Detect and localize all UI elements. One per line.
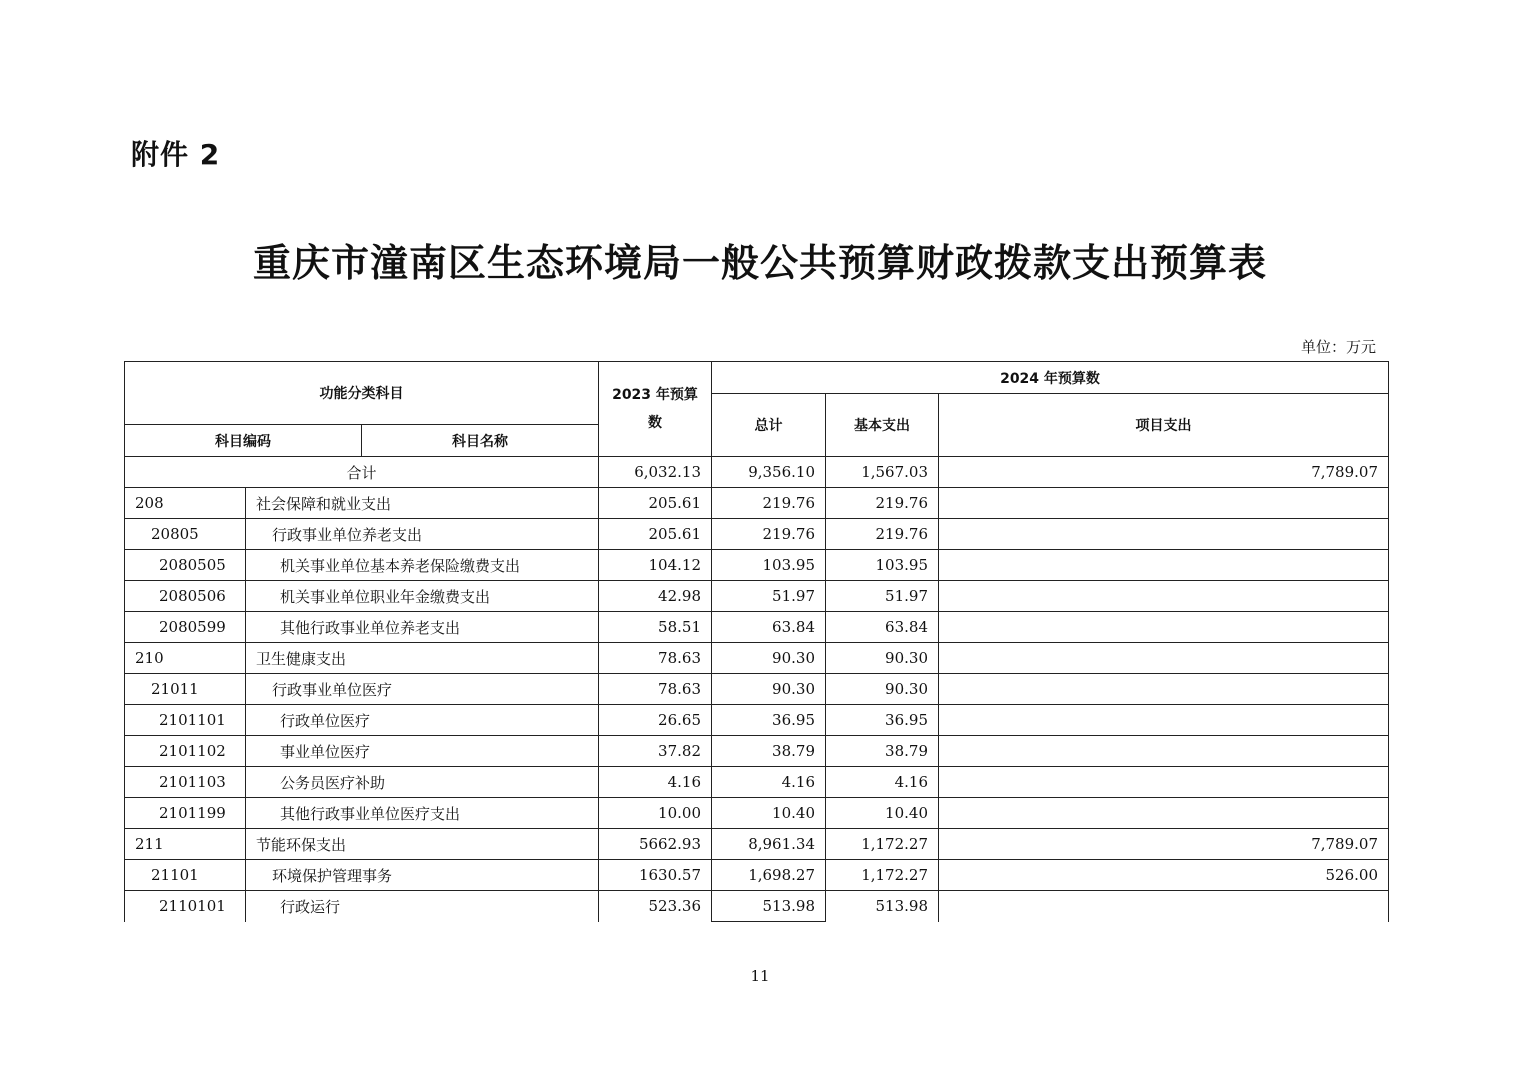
subject-code-cell: 208: [125, 488, 246, 519]
budget-2024-basic-cell: 51.97: [826, 581, 939, 612]
budget-2023-cell: 10.00: [599, 798, 712, 829]
budget-2024-project-cell: [939, 643, 1389, 674]
budget-2024-project-cell: [939, 705, 1389, 736]
budget-2024-project-cell: [939, 581, 1389, 612]
budget-2024-total-cell: 10.40: [712, 798, 826, 829]
budget-2024-total-cell: 8,961.34: [712, 829, 826, 860]
total-2024-basic: 1,567.03: [826, 457, 939, 488]
budget-2024-total-cell: 51.97: [712, 581, 826, 612]
budget-2024-total-cell: 4.16: [712, 767, 826, 798]
subject-name-cell: 行政事业单位医疗: [246, 674, 599, 705]
subject-name-cell: 机关事业单位职业年金缴费支出: [246, 581, 599, 612]
budget-2024-total-cell: 1,698.27: [712, 860, 826, 891]
subject-name-cell: 环境保护管理事务: [246, 860, 599, 891]
header-2024-budget: 2024 年预算数: [712, 362, 1389, 394]
budget-2023-cell: 205.61: [599, 519, 712, 550]
header-subject-name: 科目名称: [362, 425, 599, 457]
table-row: [125, 519, 1389, 550]
budget-2024-total-cell: 90.30: [712, 674, 826, 705]
budget-2024-project-cell: [939, 674, 1389, 705]
subject-code-cell: 21101: [125, 860, 246, 891]
total-2024-project: 7,789.07: [939, 457, 1389, 488]
table-row: [125, 674, 1389, 705]
budget-2024-basic-cell: 90.30: [826, 643, 939, 674]
table-row: [125, 581, 1389, 612]
budget-2024-total-cell: 63.84: [712, 612, 826, 643]
header-2023-budget: [599, 362, 712, 457]
page-title: 重庆市潼南区生态环境局一般公共预算财政拨款支出预算表: [252, 240, 1267, 285]
budget-2023-cell: 78.63: [599, 674, 712, 705]
budget-2024-basic-cell: 1,172.27: [826, 860, 939, 891]
budget-2023-cell: 5662.93: [599, 829, 712, 860]
budget-2024-basic-cell: 219.76: [826, 488, 939, 519]
table-row: [125, 643, 1389, 674]
budget-2024-total-cell: 513.98: [712, 891, 826, 922]
budget-2024-basic-cell: 36.95: [826, 705, 939, 736]
subject-code-cell: 2080505: [125, 550, 246, 581]
budget-2024-project-cell: [939, 519, 1389, 550]
subject-name-cell: 行政运行: [246, 891, 599, 922]
budget-2024-basic-cell: 10.40: [826, 798, 939, 829]
budget-2024-project-cell: [939, 891, 1389, 922]
table-row: [125, 736, 1389, 767]
budget-2024-total-cell: 36.95: [712, 705, 826, 736]
total-2024-total: 9,356.10: [712, 457, 826, 488]
header-basic: 基本支出: [826, 394, 939, 457]
table-row: [125, 612, 1389, 643]
page-number: 11: [750, 967, 770, 985]
budget-2023-cell: 104.12: [599, 550, 712, 581]
subject-code-cell: 2101103: [125, 767, 246, 798]
header-func-category: 功能分类科目: [125, 362, 599, 425]
subject-name-cell: 机关事业单位基本养老保险缴费支出: [246, 550, 599, 581]
budget-2024-project-cell: [939, 488, 1389, 519]
header-total: 总计: [712, 394, 826, 457]
table-row: [125, 488, 1389, 519]
subject-name-cell: 公务员医疗补助: [246, 767, 599, 798]
budget-2024-basic-cell: 4.16: [826, 767, 939, 798]
header-2023-budget-text: 2023 年预算数: [612, 387, 698, 431]
table-row: [125, 767, 1389, 798]
table-row: [125, 705, 1389, 736]
header-project: 项目支出: [939, 394, 1389, 457]
budget-2024-project-cell: [939, 736, 1389, 767]
unit-label: 单位：万元: [1300, 338, 1376, 356]
subject-code-cell: 2110101: [125, 891, 246, 922]
subject-name-cell: 卫生健康支出: [246, 643, 599, 674]
budget-2024-total-cell: 90.30: [712, 643, 826, 674]
budget-2024-basic-cell: 38.79: [826, 736, 939, 767]
subject-code-cell: 210: [125, 643, 246, 674]
budget-2024-project-cell: [939, 798, 1389, 829]
budget-2023-cell: 4.16: [599, 767, 712, 798]
budget-2023-cell: 1630.57: [599, 860, 712, 891]
total-row: [125, 457, 1389, 488]
subject-code-cell: 211: [125, 829, 246, 860]
budget-2024-project-cell: [939, 550, 1389, 581]
total-label: 合计: [125, 457, 599, 488]
budget-2024-project-cell: [939, 767, 1389, 798]
budget-2023-cell: 37.82: [599, 736, 712, 767]
subject-code-cell: 2101199: [125, 798, 246, 829]
subject-code-cell: 2080599: [125, 612, 246, 643]
budget-2024-basic-cell: 63.84: [826, 612, 939, 643]
table-row: [125, 829, 1389, 860]
budget-table: [124, 361, 1389, 922]
budget-2024-total-cell: 38.79: [712, 736, 826, 767]
budget-2024-total-cell: 103.95: [712, 550, 826, 581]
subject-name-cell: 行政单位医疗: [246, 705, 599, 736]
budget-2024-basic-cell: 513.98: [826, 891, 939, 922]
budget-2024-total-cell: 219.76: [712, 488, 826, 519]
subject-name-cell: 事业单位医疗: [246, 736, 599, 767]
budget-2024-basic-cell: 90.30: [826, 674, 939, 705]
header-subject-code: 科目编码: [125, 425, 362, 457]
budget-2023-cell: 58.51: [599, 612, 712, 643]
subject-name-cell: 社会保障和就业支出: [246, 488, 599, 519]
budget-2023-cell: 78.63: [599, 643, 712, 674]
total-2023: 6,032.13: [599, 457, 712, 488]
subject-code-cell: 2080506: [125, 581, 246, 612]
table-row: [125, 798, 1389, 829]
budget-2024-project-cell: 7,789.07: [939, 829, 1389, 860]
table-row: [125, 891, 1389, 922]
table-row: [125, 860, 1389, 891]
attachment-label: 附件 2: [131, 138, 221, 171]
budget-2024-total-cell: 219.76: [712, 519, 826, 550]
budget-2024-basic-cell: 103.95: [826, 550, 939, 581]
subject-code-cell: 2101101: [125, 705, 246, 736]
budget-2023-cell: 42.98: [599, 581, 712, 612]
budget-2023-cell: 26.65: [599, 705, 712, 736]
budget-2024-project-cell: [939, 612, 1389, 643]
table-row: [125, 550, 1389, 581]
budget-2023-cell: 523.36: [599, 891, 712, 922]
budget-2023-cell: 205.61: [599, 488, 712, 519]
subject-name-cell: 行政事业单位养老支出: [246, 519, 599, 550]
subject-name-cell: 其他行政事业单位医疗支出: [246, 798, 599, 829]
subject-code-cell: 20805: [125, 519, 246, 550]
subject-code-cell: 21011: [125, 674, 246, 705]
subject-code-cell: 2101102: [125, 736, 246, 767]
budget-2024-basic-cell: 219.76: [826, 519, 939, 550]
budget-2024-basic-cell: 1,172.27: [826, 829, 939, 860]
budget-2024-project-cell: 526.00: [939, 860, 1389, 891]
subject-name-cell: 其他行政事业单位养老支出: [246, 612, 599, 643]
subject-name-cell: 节能环保支出: [246, 829, 599, 860]
